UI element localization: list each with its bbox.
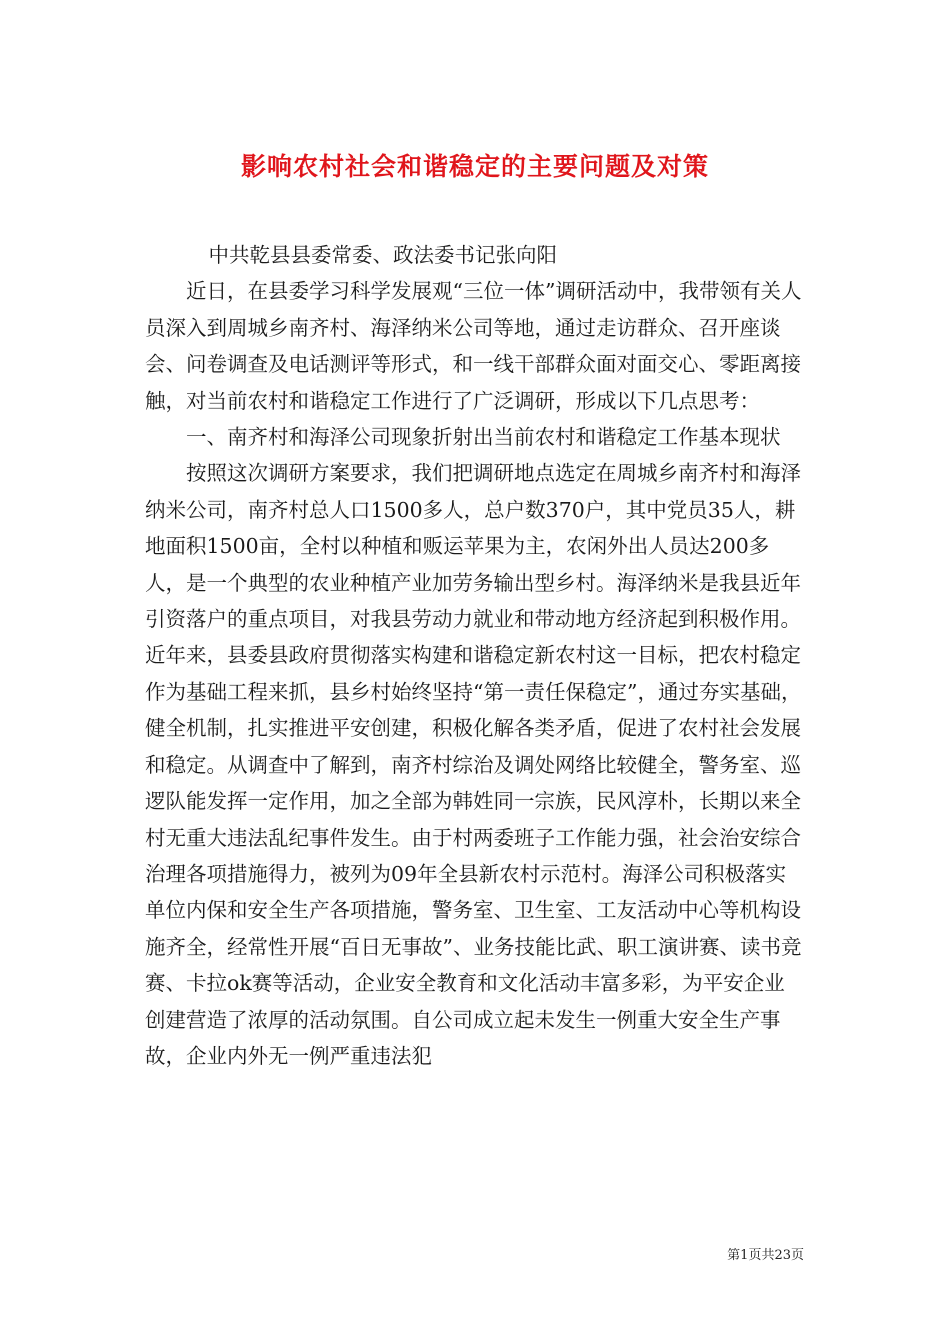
section-heading: 一、南齐村和海泽公司现象折射出当前农村和谐稳定工作基本现状 (186, 425, 781, 450)
author-line: 中共乾县县委常委、政法委书记张向阳 (208, 243, 558, 267)
paragraph-body: 按照这次调研方案要求，我们把调研地点选定在周城乡南齐村和海泽纳米公司，南齐村总人口1500多人，总户数370户，其中党员35人，耕地面积1500亩，全村以种植和贩运苹果为主，农闲外出人员达200多人，是一个典型的农业种植产业加劳务输出型乡村。海泽纳米是我县近年引资落户的重点项目，对我县劳动力就业和带动地方经济起到积极作用。近年来，县委县政府贯彻落实构建和谐稳定新农村这一目标，把农村稳定作为基础工程来抓，县乡村始终坚持“第一责任保稳定”，通过夯实基础，健全机制，扎实推进平安创建，积极化解各类矛盾，促进了农村社会发展和稳定。从调查中了解到，南齐村综治及调处网络比较健全，警务室、巡逻队能发挥一定作用，加之全部为韩姓同一宗族，民风淳朴，长期以来全村无重大违法乱纪事件发生。由于村两委班子工作能力强，社会治安综合治理各项措施得力，被列为09年全县新农村示范村。海泽公司积极落实单位内保和安全生产各项措施，警务室、卫生室、工友活动中心等机构设施齐全，经常性开展“百日无事故”、业务技能比武、职工演讲赛、读书竞赛、卡拉ok赛等活动，企业安全教育和文化活动丰富多彩，为平安企业创建营造了浓厚的活动氛围。自公司成立起未发生一例重大安全生产事故，企业内外无一例严重违法犯 (145, 461, 802, 1068)
paragraph-intro: 近日，在县委学习科学发展观“三位一体”调研活动中，我带领有关人员深入到周城乡南齐村、海泽纳米公司等地，通过走访群众、召开座谈会、问卷调查及电话测评等形式，和一线干部群众面对面交心、零距离接触，对当前农村和谐稳定工作进行了广泛调研，形成以下几点思考： (145, 279, 802, 413)
page-number: 第1页共23页 (727, 1248, 804, 1263)
document-body (145, 237, 805, 1074)
document-title: 影响农村社会和谐稳定的主要问题及对策 (240, 151, 709, 181)
